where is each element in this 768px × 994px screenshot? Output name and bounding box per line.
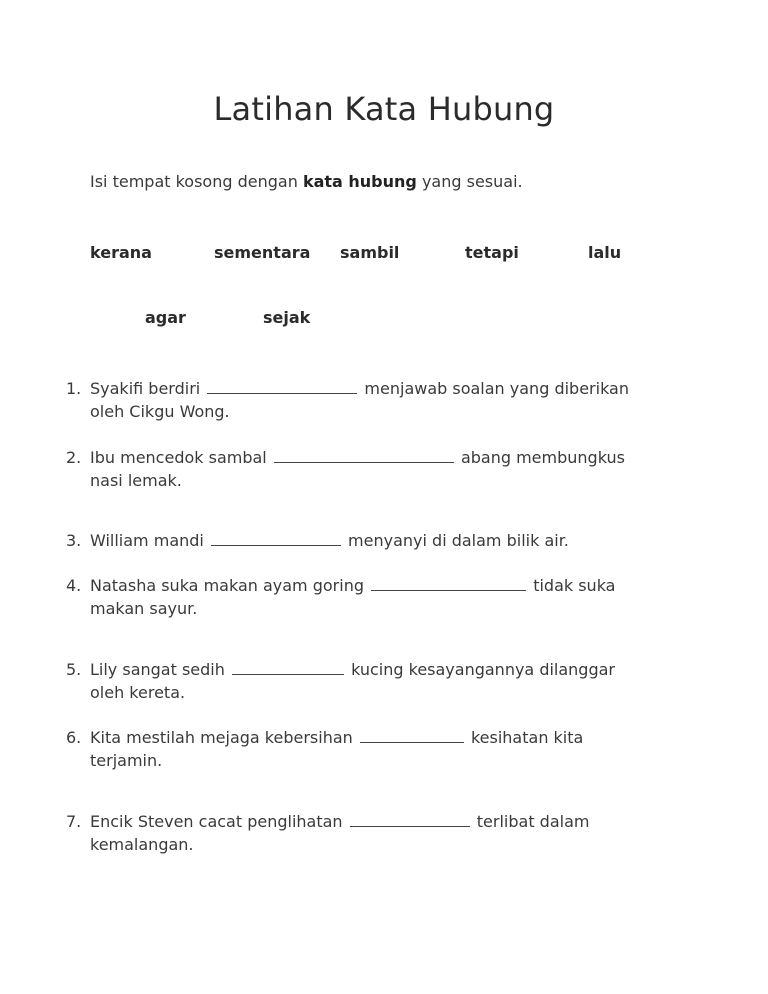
question-number: 3. — [66, 531, 82, 550]
answer-blank[interactable] — [360, 728, 464, 743]
question-lead: Syakifi berdiri — [90, 379, 201, 398]
question-text — [90, 529, 706, 552]
question-continuation: oleh Cikgu Wong. — [90, 402, 230, 421]
question-item — [66, 658, 706, 704]
answer-blank[interactable] — [274, 448, 454, 463]
question-tail: abang membungkus — [460, 448, 625, 467]
question-continuation: nasi lemak. — [90, 471, 182, 490]
question-text — [90, 726, 706, 772]
answer-blank[interactable] — [371, 576, 526, 591]
question-number: 6. — [66, 728, 82, 747]
question-item — [66, 726, 706, 772]
question-number: 4. — [66, 576, 82, 595]
question-continuation: terjamin. — [90, 751, 163, 770]
question-text — [90, 574, 706, 620]
question-text — [90, 377, 706, 423]
question-lead: Lily sangat sedih — [90, 660, 225, 679]
question-lead: Encik Steven cacat penglihatan — [90, 812, 343, 831]
instruction-lead: Isi tempat kosong dengan — [90, 172, 303, 191]
question-lead: William mandi — [90, 531, 204, 550]
question-tail: menjawab soalan yang diberikan — [364, 379, 629, 398]
word-bank-item: lalu — [588, 243, 622, 262]
word-bank-item: agar — [145, 308, 186, 327]
question-number: 1. — [66, 379, 82, 398]
word-bank-item: sambil — [340, 243, 400, 262]
question-number: 5. — [66, 660, 82, 679]
word-bank-item: kerana — [90, 243, 152, 262]
answer-blank[interactable] — [350, 812, 470, 827]
question-continuation: makan sayur. — [90, 599, 198, 618]
instruction-emphasis: kata hubung — [302, 172, 417, 191]
word-bank-item: sementara — [214, 243, 311, 262]
question-number: 7. — [66, 812, 82, 831]
question-tail: terlibat dalam — [476, 812, 590, 831]
question-tail: kucing kesayangannya dilanggar — [351, 660, 615, 679]
question-lead: Kita mestilah mejaga kebersihan — [90, 728, 353, 747]
question-item — [66, 529, 706, 552]
question-item — [66, 377, 706, 423]
answer-blank[interactable] — [232, 660, 344, 675]
question-tail: kesihatan kita — [470, 728, 584, 747]
instruction-text — [90, 172, 523, 191]
question-continuation: kemalangan. — [90, 835, 194, 854]
question-item — [66, 446, 706, 492]
word-bank-item: tetapi — [465, 243, 519, 262]
question-lead: Ibu mencedok sambal — [90, 448, 267, 467]
question-text — [90, 446, 706, 492]
page-title: Latihan Kata Hubung — [213, 90, 555, 128]
question-number: 2. — [66, 448, 82, 467]
question-item — [66, 574, 706, 620]
instruction-tail: yang sesuai. — [416, 172, 523, 191]
question-text — [90, 658, 706, 704]
answer-blank[interactable] — [211, 531, 341, 546]
question-tail: tidak suka — [533, 576, 616, 595]
question-tail: menyanyi di dalam bilik air. — [348, 531, 569, 550]
question-text — [90, 810, 706, 856]
answer-blank[interactable] — [207, 379, 357, 394]
word-bank-item: sejak — [263, 308, 311, 327]
question-continuation: oleh kereta. — [90, 683, 186, 702]
question-lead: Natasha suka makan ayam goring — [90, 576, 364, 595]
question-item — [66, 810, 706, 856]
